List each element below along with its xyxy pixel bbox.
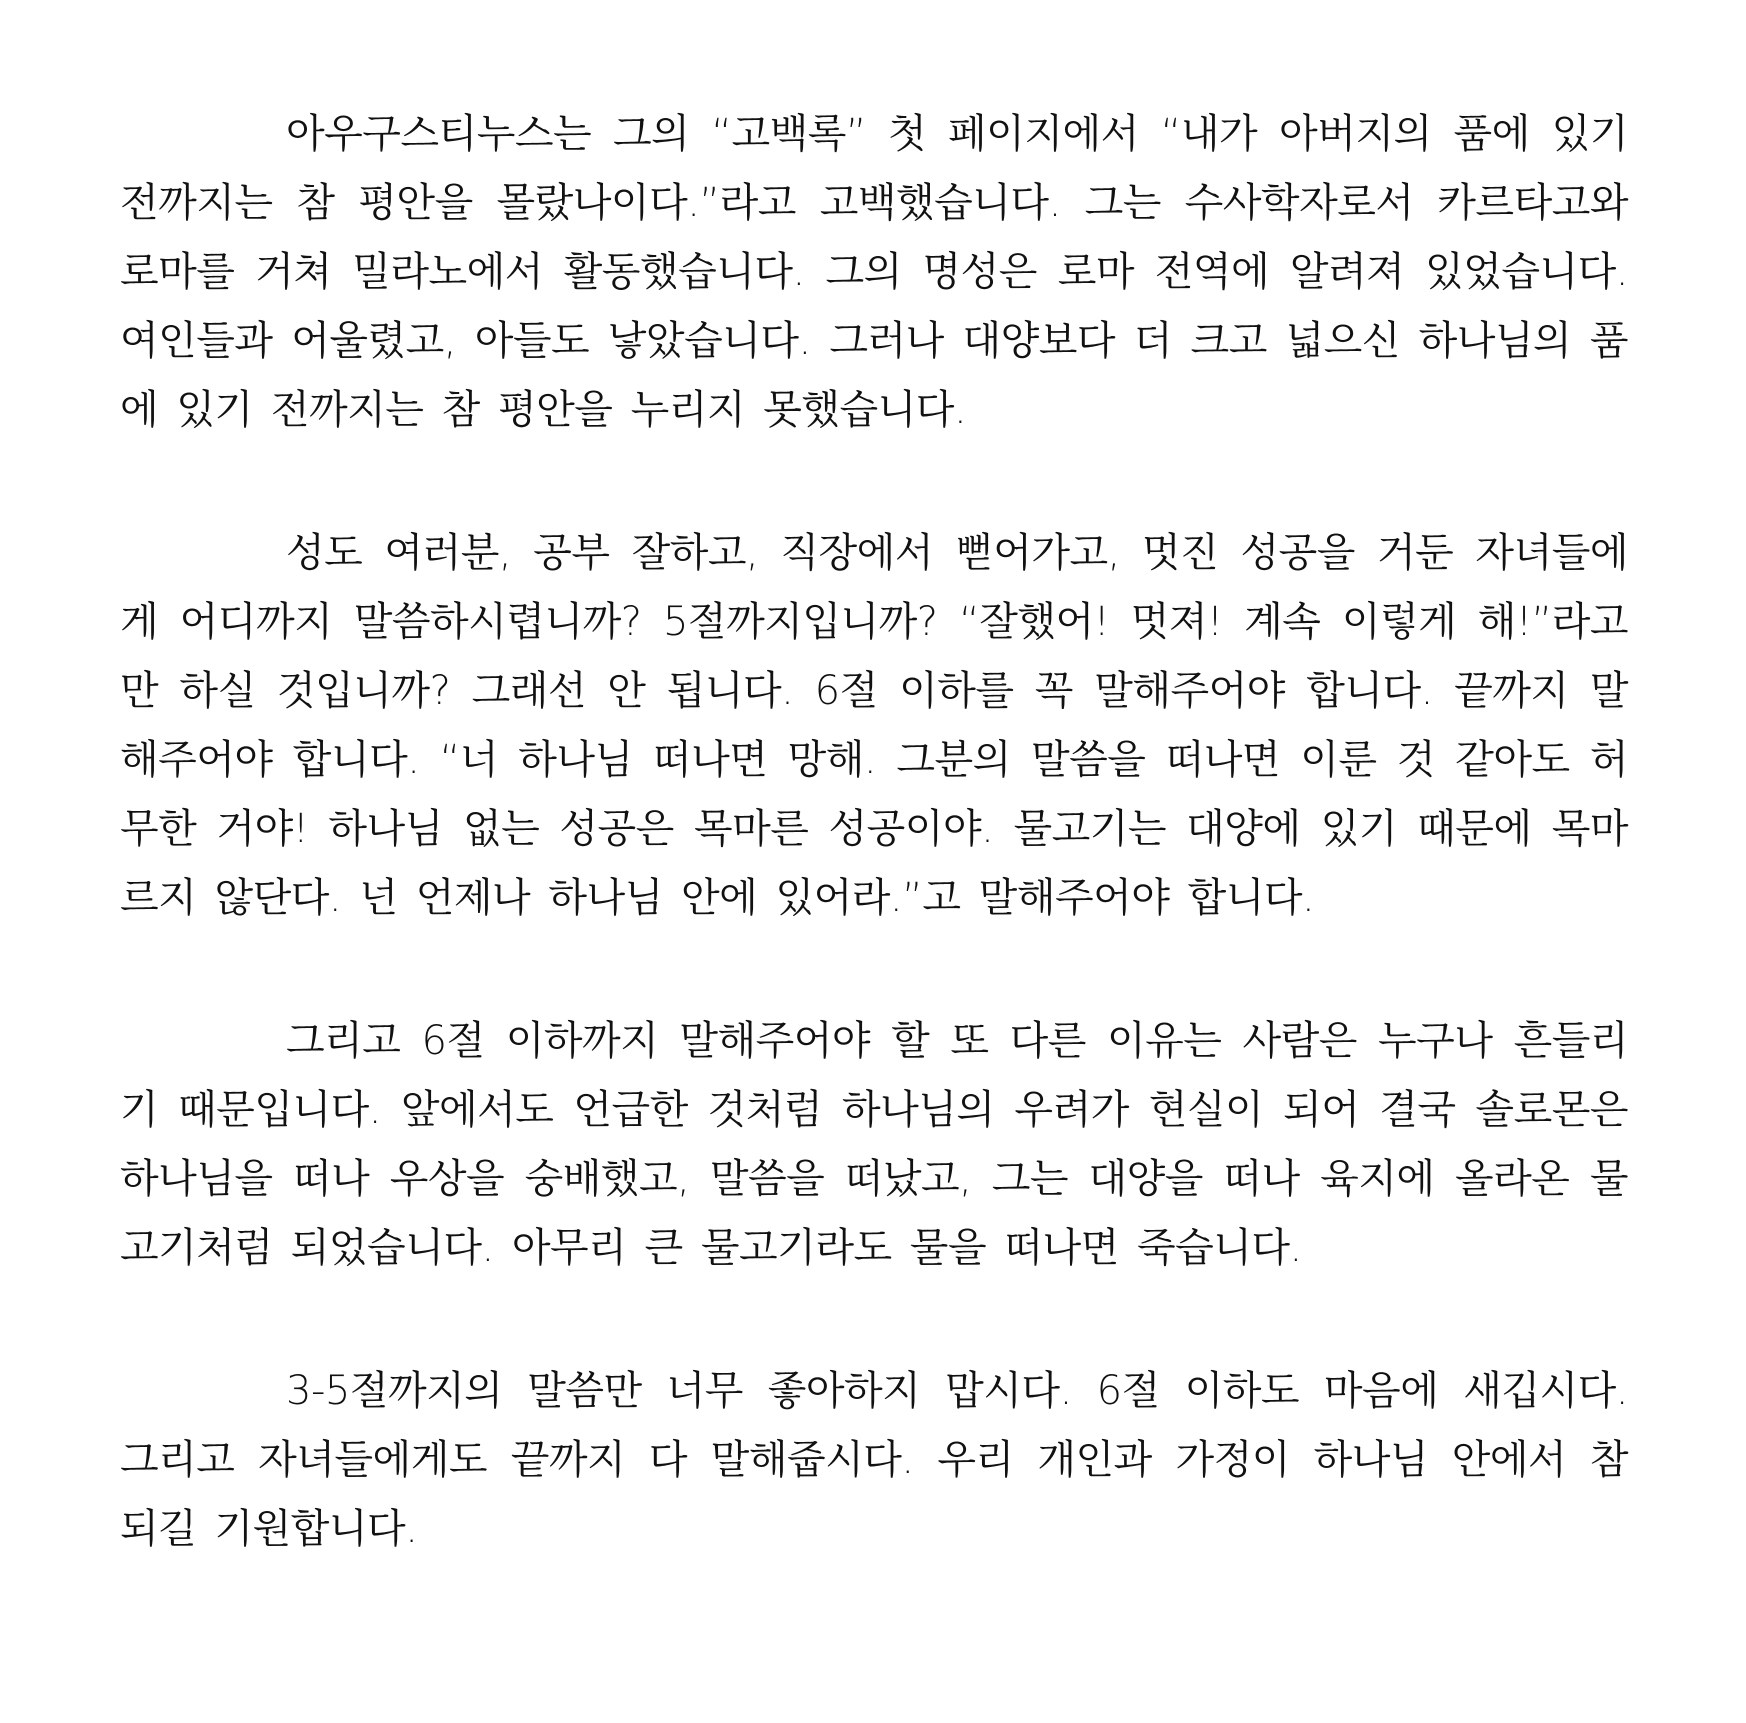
paragraph-solomon: 그리고 6절 이하까지 말해주어야 할 또 다른 이유는 사람은 누구나 흔들리기 때문입니다. 앞에서도 언급한 것처럼 하나님의 우려가 현실이 되어 결국 솔로몬은 하나님을 떠나 우상을 숭배했고, 말씀을 떠났고, 그는 대양을 떠나 육지에 올라온 물고기처럼 되었습니다. 아무리 큰 물고기라도 물을 떠나면 죽습니다. <box>120 1018 1628 1271</box>
paragraph-augustine: 아우구스티누스는 그의 “고백록” 첫 페이지에서 “내가 아버지의 품에 있기 전까지는 참 평안을 몰랐나이다.”라고 고백했습니다. 그는 수사학자로서 카르타고와 로마를 거쳐 밀라노에서 활동했습니다. 그의 명성은 로마 전역에 알려져 있었습니다. 여인들과 어울렸고, 아들도 낳았습니다. 그러나 대양보다 더 크고 넓으신 하나님의 품에 있기 전까지는 참 평안을 누리지 못했습니다. <box>120 111 1628 433</box>
paragraph-closing: 3-5절까지의 말씀만 너무 좋아하지 맙시다. 6절 이하도 마음에 새깁시다. 그리고 자녀들에게도 끝까지 다 말해줍시다. 우리 개인과 가정이 하나님 안에서 참 되길 기원합니다. <box>120 1368 1628 1552</box>
document-body <box>120 100 1628 1564</box>
paragraph-children-success: 성도 여러분, 공부 잘하고, 직장에서 뻗어가고, 멋진 성공을 거둔 자녀들에게 어디까지 말씀하시렵니까? 5절까지입니까? “잘했어! 멋져! 계속 이렇게 해!”라고만 하실 것입니까? 그래선 안 됩니다. 6절 이하를 꼭 말해주어야 합니다. 끝까지 말해주어야 합니다. “너 하나님 떠나면 망해. 그분의 말씀을 떠나면 이룬 것 같아도 허무한 거야! 하나님 없는 성공은 목마른 성공이야. 물고기는 대양에 있기 때문에 목마르지 않단다. 넌 언제나 하나님 안에 있어라.”고 말해주어야 합니다. <box>120 530 1628 921</box>
